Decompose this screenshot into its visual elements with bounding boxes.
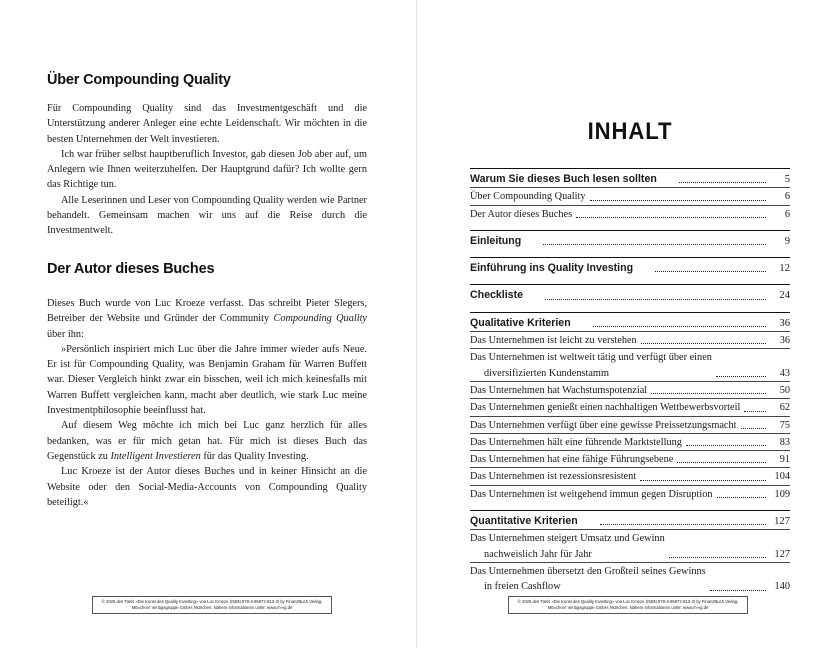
toc-page-number: 83 [779, 436, 790, 448]
toc-page-number: 140 [774, 581, 790, 593]
section-heading-autor: Der Autor dieses Buches [47, 261, 215, 277]
toc-entry[interactable] [470, 433, 790, 450]
toc-chapter-title: Warum Sie dieses Buch lesen sollten [470, 173, 657, 185]
toc-page-number: 109 [774, 488, 790, 500]
italic-title: Intelligent Investieren [110, 450, 201, 462]
toc-chapter-title: Einführung ins Quality Investing [470, 262, 634, 275]
toc-entry-title: Das Unternehmen hat eine fähige Führungsebene [470, 454, 674, 466]
toc-entry[interactable] [470, 467, 790, 484]
quote-paragraph: »Persönlich inspiriert mich Luc über die Jahre immer wieder aufs Neue. Er ist für Compounding Quality, was Benjamin Graham für Warren Buffett war. Dieser Vergleich hinkt zwar ein bisschen, weil ich mich keinesfalls mit Warren Buffett vergleichen kann, macht aber deutlich, wie stark Luc meine Investmentphilosophie beeinflusst hat. [47, 343, 367, 417]
toc-page-number: 6 [784, 191, 790, 203]
toc-chapter[interactable] [470, 313, 790, 331]
toc-page-number: 36 [779, 335, 790, 347]
leader-dots [640, 480, 766, 481]
toc-section [470, 510, 790, 594]
toc-entry-title: Das Unternehmen ist weitgehend immun gegen Disruption [470, 488, 713, 500]
text-run: Dieses Buch wurde von Luc Kroeze verfasst. Das schreibt Pieter Slegers, Betreiber der Website und Gründer der Community [47, 298, 367, 325]
toc-entry[interactable] [470, 381, 790, 398]
toc-section [470, 168, 790, 222]
toc-entry[interactable] [470, 398, 790, 415]
toc-entry-title: Der Autor dieses Buches [470, 208, 573, 220]
toc-entry-title-continued: in freien Cashflow [484, 581, 561, 593]
toc-page-number: 6 [784, 208, 790, 220]
leader-dots [686, 445, 766, 446]
leader-dots [669, 557, 766, 558]
toc-chapter-title: Quantitative Kriterien [470, 515, 578, 528]
footer-line: Münchner Verlagsgruppe GmbH, München. Nähere Informationen unter: www.m-vg.de [131, 605, 293, 611]
toc-section [470, 312, 790, 502]
footer-line: Münchner Verlagsgruppe GmbH, München. Nähere Informationen unter: www.m-vg.de [547, 605, 709, 611]
toc-entry-title: Über Compounding Quality [470, 191, 586, 203]
toc-page-number: 43 [779, 367, 790, 379]
toc-page-number: 75 [779, 419, 790, 431]
toc-chapter[interactable] [470, 511, 790, 529]
toc-page-number: 50 [779, 384, 790, 396]
toc-entry[interactable] [470, 348, 790, 381]
section-heading-compounding-quality: Über Compounding Quality [47, 72, 231, 88]
leader-dots [543, 244, 766, 245]
leader-dots [593, 326, 766, 327]
toc-page-number: 62 [779, 402, 790, 414]
leader-dots [710, 590, 766, 591]
toc-page-number: 91 [779, 454, 790, 466]
toc-entry-title: Das Unternehmen übersetzt den Großteil seines Gewinns [470, 565, 706, 577]
toc-entry-title: Das Unternehmen ist leicht zu verstehen [470, 335, 637, 347]
toc-chapter-title: Einleitung [470, 234, 522, 247]
toc-entry-title: Das Unternehmen hat Wachstumspotenzial [470, 384, 648, 396]
section-body-autor [47, 296, 367, 510]
toc-section [470, 284, 790, 303]
toc-entry[interactable] [470, 562, 790, 595]
footer-line: © 2025 des Titels »Die Kunst des Quality Investing« von Luc Kroeze (ISBN 978-3-95972-813-3) by FinanzBuch Verlag, [517, 599, 739, 604]
text-run: für das Quality Investing. [200, 450, 309, 462]
toc-entry[interactable] [470, 331, 790, 348]
leader-dots [576, 217, 766, 218]
leader-dots [600, 524, 766, 525]
toc-page-number: 127 [774, 548, 790, 560]
toc-page-number: 12 [779, 263, 790, 275]
toc-section [470, 230, 790, 249]
text-run: Auf diesem Weg möchte ich mich bei Luc ganz herzlich für alles bedanken, was er für mich getan hat. Für mich ist dieses Buch das Gegenstück zu [47, 420, 367, 462]
footer-line: © 2025 des Titels »Die Kunst des Quality Investing« von Luc Kroeze (ISBN 978-3-95972-813-3) by FinanzBuch Verlag, [101, 599, 323, 604]
toc-page-number: 5 [784, 174, 790, 185]
leader-dots [741, 428, 767, 429]
toc-section [470, 257, 790, 276]
table-of-contents [470, 168, 790, 595]
leader-dots [677, 462, 766, 463]
paragraph: Für Compounding Quality sind das Investmentgeschäft und die Unterstützung anderer Anleger eine echte Leidenschaft. Wir möchten in die besten Unternehmen der Welt investieren. [47, 103, 367, 145]
toc-page-number: 127 [774, 516, 790, 528]
toc-entry[interactable] [470, 450, 790, 467]
toc-page-number: 24 [779, 290, 790, 302]
paragraph: Alle Leserinnen und Leser von Compounding Quality werden wie Partner behandelt. Gemeinsam machen wir uns auf die Reise durch die Investmentwelt. [47, 194, 367, 237]
toc-entry[interactable] [470, 485, 790, 502]
toc-entry-title: Das Unternehmen genießt einen nachhaltigen Wettbewerbsvorteil [470, 402, 741, 414]
toc-chapter[interactable] [470, 169, 790, 187]
paragraph [47, 418, 367, 464]
toc-entry[interactable] [470, 205, 790, 222]
toc-entry-title: Das Unternehmen verfügt über eine gewisse Preissetzungsmacht [470, 419, 737, 431]
toc-title: INHALT [587, 118, 673, 145]
toc-entry-title: Das Unternehmen steigert Umsatz und Gewinn [470, 533, 665, 545]
toc-entry[interactable] [470, 187, 790, 204]
copyright-footer [508, 596, 748, 614]
toc-chapter-title: Qualitative Kriterien [470, 316, 571, 329]
toc-page-number: 104 [774, 471, 790, 483]
paragraph [47, 296, 367, 342]
leader-dots [679, 182, 766, 183]
toc-entry[interactable] [470, 529, 790, 562]
toc-page-number: 36 [779, 317, 790, 329]
leader-dots [651, 393, 766, 394]
toc-chapter[interactable] [470, 231, 790, 249]
copyright-footer [92, 596, 332, 614]
toc-entry[interactable] [470, 416, 790, 433]
leader-dots [641, 343, 766, 344]
toc-entry-title: Das Unternehmen ist weltweit tätig und verfügt über einen [470, 352, 712, 364]
leader-dots [716, 376, 766, 377]
leader-dots [590, 200, 766, 201]
paragraph: Luc Kroeze ist der Autor dieses Buches und in keiner Hinsicht an die Website oder den Social-Media-Accounts von Compounding Quality beteiligt.« [47, 466, 367, 508]
toc-chapter[interactable] [470, 258, 790, 276]
leader-dots [545, 299, 766, 300]
toc-page-number: 9 [784, 235, 790, 247]
text-run: über ihn: [47, 328, 84, 340]
left-page [0, 0, 416, 648]
leader-dots [744, 411, 766, 412]
toc-chapter-title: Checkliste [470, 289, 523, 302]
toc-entry-title: Das Unternehmen hält eine führende Marktstellung [470, 436, 682, 448]
leader-dots [655, 271, 766, 272]
toc-entry-title-continued: diversifizierten Kundenstamm [484, 367, 609, 379]
toc-entry-title: Das Unternehmen ist rezessionsresistent [470, 471, 637, 483]
section-body-compounding-quality [47, 101, 367, 239]
toc-entry-title-continued: nachweislich Jahr für Jahr [484, 548, 592, 560]
italic-title: Compounding Quality [273, 313, 367, 325]
leader-dots [717, 497, 767, 498]
paragraph: Ich war früher selbst hauptberuflich Investor, gab diesen Job aber auf, um Anlegern wie Ihnen weiterzuhelfen. Der Hauptgrund dafür? Ich wollte gern das Richtige tun. [47, 148, 367, 191]
toc-chapter[interactable] [470, 285, 790, 303]
